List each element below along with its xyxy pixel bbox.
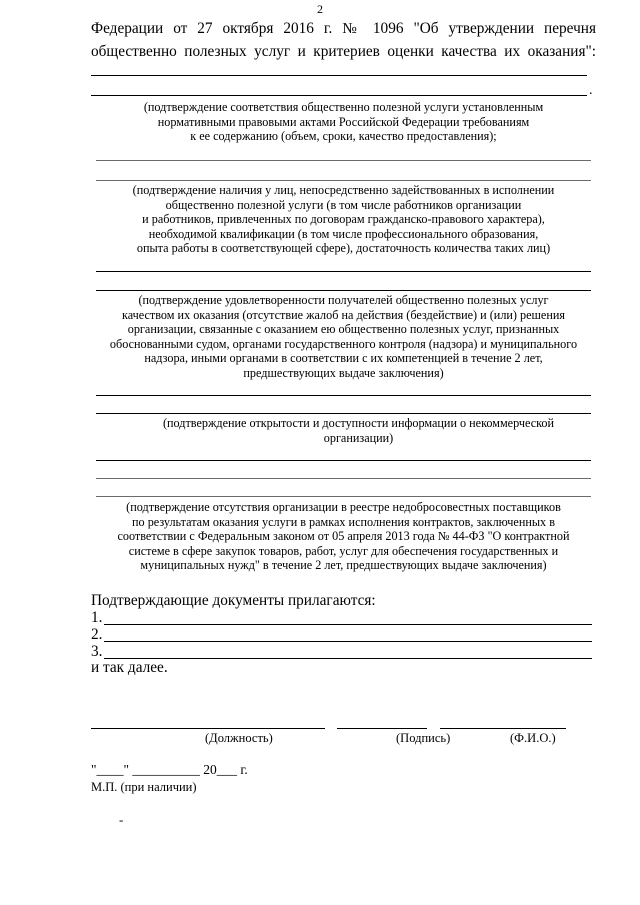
note-line: надзора, иными органами в соответствии с их компетенцией в течение 2 лет,	[144, 351, 543, 366]
note-line: соответствии с Федеральным законом от 05 апреля 2013 года № 44-ФЗ "О контрактной	[117, 529, 570, 544]
note-line: организации, связанные с оказанием ею общественно полезных услуг, признанных	[127, 322, 560, 337]
note-line: необходимой квалификации (в том числе профессионального образования,	[148, 226, 539, 241]
fill-line[interactable]	[91, 95, 587, 96]
date-field[interactable]: "____" __________ 20___ г.	[91, 762, 248, 777]
name-label: (Ф.И.О.)	[510, 731, 556, 745]
signature-label: (Подпись)	[396, 731, 451, 745]
note-compliance	[91, 100, 596, 144]
attachment-line-3[interactable]	[104, 658, 592, 659]
note-line: опыта работы в соответствующей сфере), достаточность количества таких лиц)	[136, 241, 551, 256]
position-line[interactable]	[91, 728, 325, 729]
fill-line[interactable]	[96, 395, 591, 396]
name-line[interactable]	[440, 728, 566, 729]
line-end-dot: .	[589, 83, 593, 98]
fill-line[interactable]	[96, 460, 591, 461]
attachment-number: 2.	[91, 626, 103, 643]
note-line: качеством их оказания (отсутствие жалоб на действия (бездействие) и (или) решения	[122, 307, 565, 322]
attachment-number: 3.	[91, 643, 103, 660]
note-line: общественно полезной услуги (в том числе работников организации	[165, 197, 522, 212]
note-line: (подтверждение открытости и доступности информации о некоммерческой	[162, 416, 555, 430]
fill-line[interactable]	[96, 160, 591, 161]
dash-mark: -	[119, 812, 124, 827]
fill-line[interactable]	[96, 180, 591, 181]
note-line: предшествующих выдаче заключения)	[243, 365, 444, 380]
note-openness	[96, 416, 621, 445]
fill-line[interactable]	[96, 478, 591, 479]
note-line: (подтверждение соответствия общественно полезной услуги установленным	[143, 100, 544, 114]
fill-line[interactable]	[96, 413, 591, 414]
note-line: системе в сфере закупок товаров, работ, услуг для обеспечения государственных и	[128, 543, 559, 558]
intro-line-1: Федерации от 27 октября 2016 г. № 1096 "Об утверждении перечня	[91, 20, 596, 37]
note-line: к ее содержанию (объем, сроки, качество предоставления);	[190, 129, 497, 144]
attachments-heading: Подтверждающие документы прилагаются:	[91, 592, 376, 609]
note-personnel	[96, 183, 591, 256]
note-line: (подтверждение удовлетворенности получателей общественно полезных услуг	[138, 293, 549, 307]
note-satisfaction	[91, 293, 596, 381]
attachment-line-2[interactable]	[104, 641, 592, 642]
stamp-label: М.П. (при наличии)	[91, 780, 197, 794]
note-line: нормативными правовыми актами Российской Федерации требованиям	[157, 114, 530, 129]
intro-paragraph	[91, 17, 596, 63]
position-label: (Должность)	[205, 731, 273, 745]
note-line: муниципальных нужд" в течение 2 лет, предшествующих выдаче заключения)	[140, 558, 547, 573]
note-line: обоснованными судом, органами государственного контроля (надзора) и муниципального	[109, 336, 578, 351]
fill-line[interactable]	[91, 75, 587, 76]
attachment-line-1[interactable]	[104, 624, 592, 625]
note-line: организации)	[323, 430, 394, 445]
intro-line-2: общественно полезных услуг и критериев оценки качества их оказания":	[91, 43, 596, 60]
note-registry	[96, 500, 591, 573]
signature-line[interactable]	[337, 728, 427, 729]
note-line: по результатам оказания услуги в рамках исполнения контрактов, заключенных в	[132, 514, 555, 529]
note-line: (подтверждение наличия у лиц, непосредственно задействованных в исполнении	[132, 183, 555, 197]
attachments-tail: и так далее.	[91, 659, 168, 676]
fill-line[interactable]	[96, 496, 591, 497]
note-line: (подтверждение отсутствия организации в реестре недобросовестных поставщиков	[126, 500, 561, 514]
page-number: 2	[317, 2, 323, 16]
attachment-number: 1.	[91, 609, 103, 626]
fill-line[interactable]	[96, 290, 591, 291]
fill-line[interactable]	[96, 271, 591, 272]
note-line: и работников, привлеченных по договорам гражданско-правового характера),	[142, 212, 545, 227]
